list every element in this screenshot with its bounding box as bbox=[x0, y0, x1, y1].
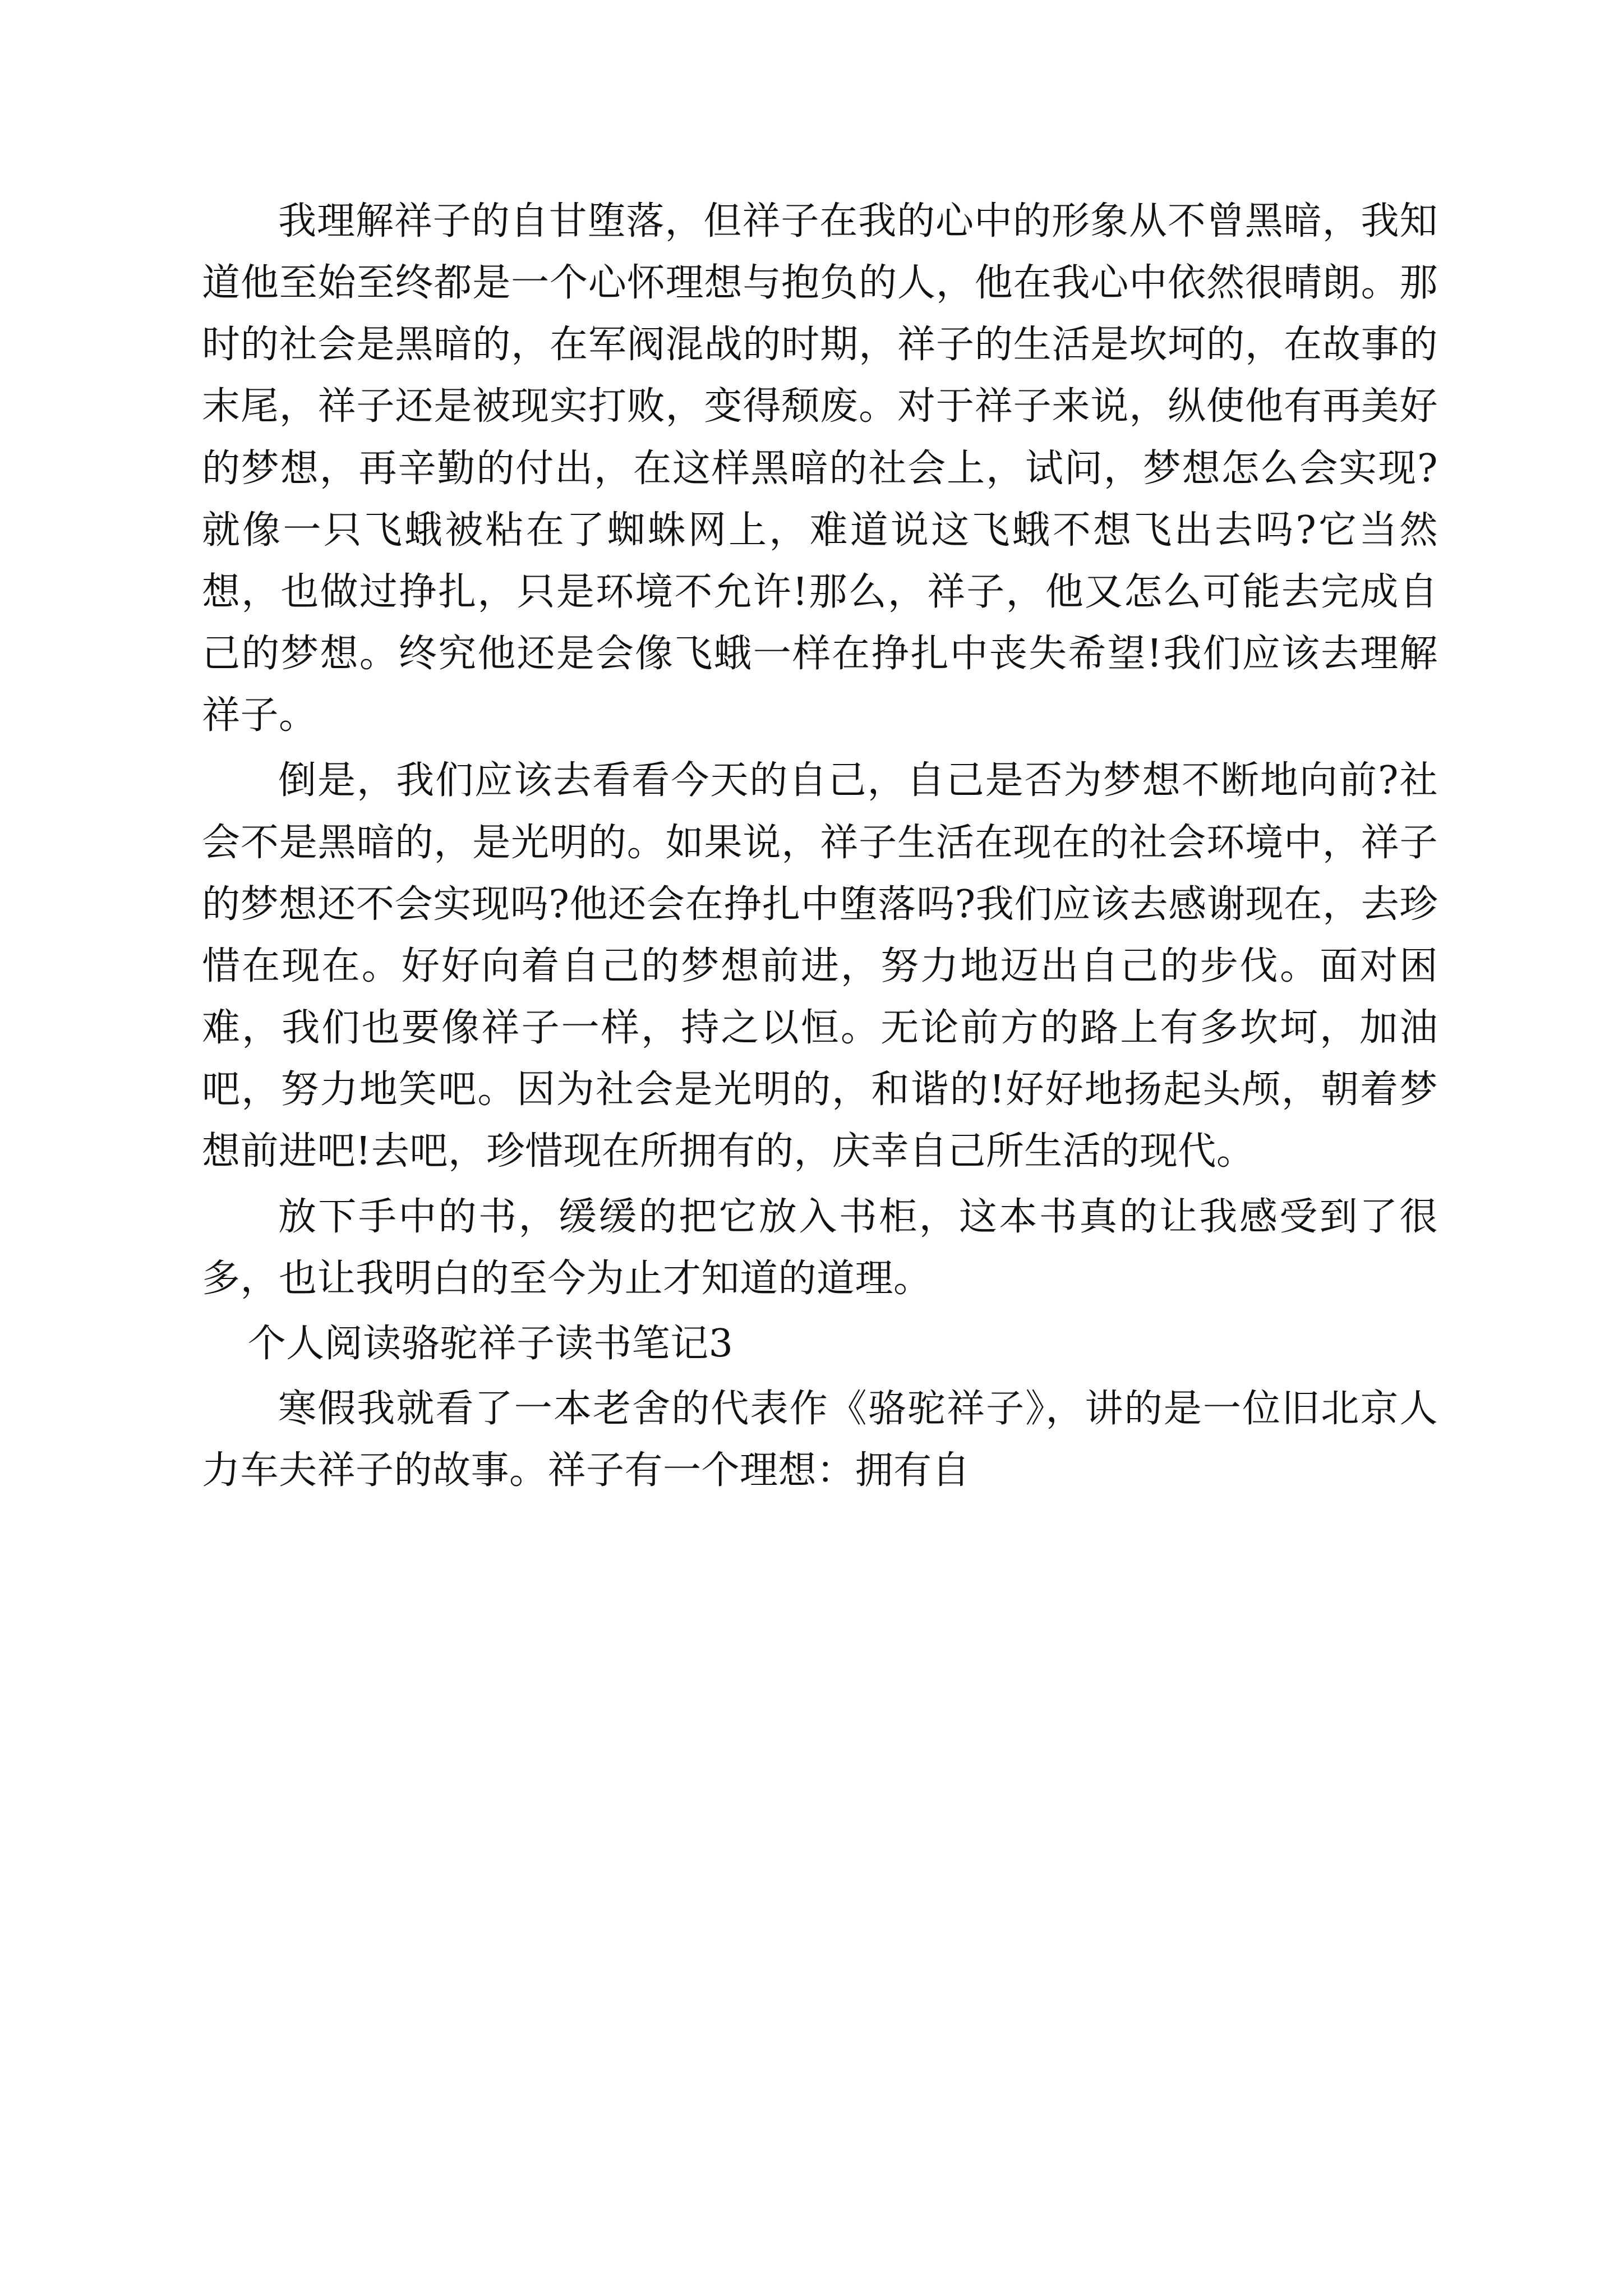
section-heading: 个人阅读骆驼祥子读书笔记3 bbox=[247, 1321, 734, 1366]
paragraph-2: 倒是，我们应该去看看今天的自己，自己是否为梦想不断地向前?社会不是黑暗的，是光明的。如果说，祥子生活在现在的社会环境中，祥子的梦想还不会实现吗?他还会在挣扎中堕落吗?我们应该去感谢现在，去珍惜在现在。好好向着自己的梦想前进，努力地迈出自己的步伐。面对困难，我们也要像祥子一样，持之以恒。无论前方的路上有多坎坷，加油吧，努力地笑吧。因为社会是光明的，和谐的!好好地扬起头颅，朝着梦想前进吧!去吧，珍惜现在所拥有的，庆幸自己所生活的现代。 bbox=[202, 758, 1438, 1174]
paragraph-3: 放下手中的书，缓缓的把它放入书柜，这本书真的让我感受到了很多，也让我明白的至今为止才知道的道理。 bbox=[202, 1194, 1438, 1301]
paragraph-1: 我理解祥子的自甘堕落，但祥子在我的心中的形象从不曾黑暗，我知道他至始至终都是一个心怀理想与抱负的人，他在我心中依然很晴朗。那时的社会是黑暗的，在军阀混战的时期，祥子的生活是坎坷的，在故事的末尾，祥子还是被现实打败，变得颓废。对于祥子来说，纵使他有再美好的梦想，再辛勤的付出，在这样黑暗的社会上，试问，梦想怎么会实现?就像一只飞蛾被粘在了蜘蛛网上，难道说这飞蛾不想飞出去吗?它当然想，也做过挣扎，只是环境不允许!那么，祥子，他又怎么可能去完成自己的梦想。终究他还是会像飞蛾一样在挣扎中丧失希望!我们应该去理解祥子。 bbox=[202, 199, 1438, 738]
document-body bbox=[202, 191, 1438, 1502]
paragraph-4: 寒假我就看了一本老舍的代表作《骆驼祥子》，讲的是一位旧北京人力车夫祥子的故事。祥子有一个理想：拥有自 bbox=[202, 1386, 1438, 1493]
